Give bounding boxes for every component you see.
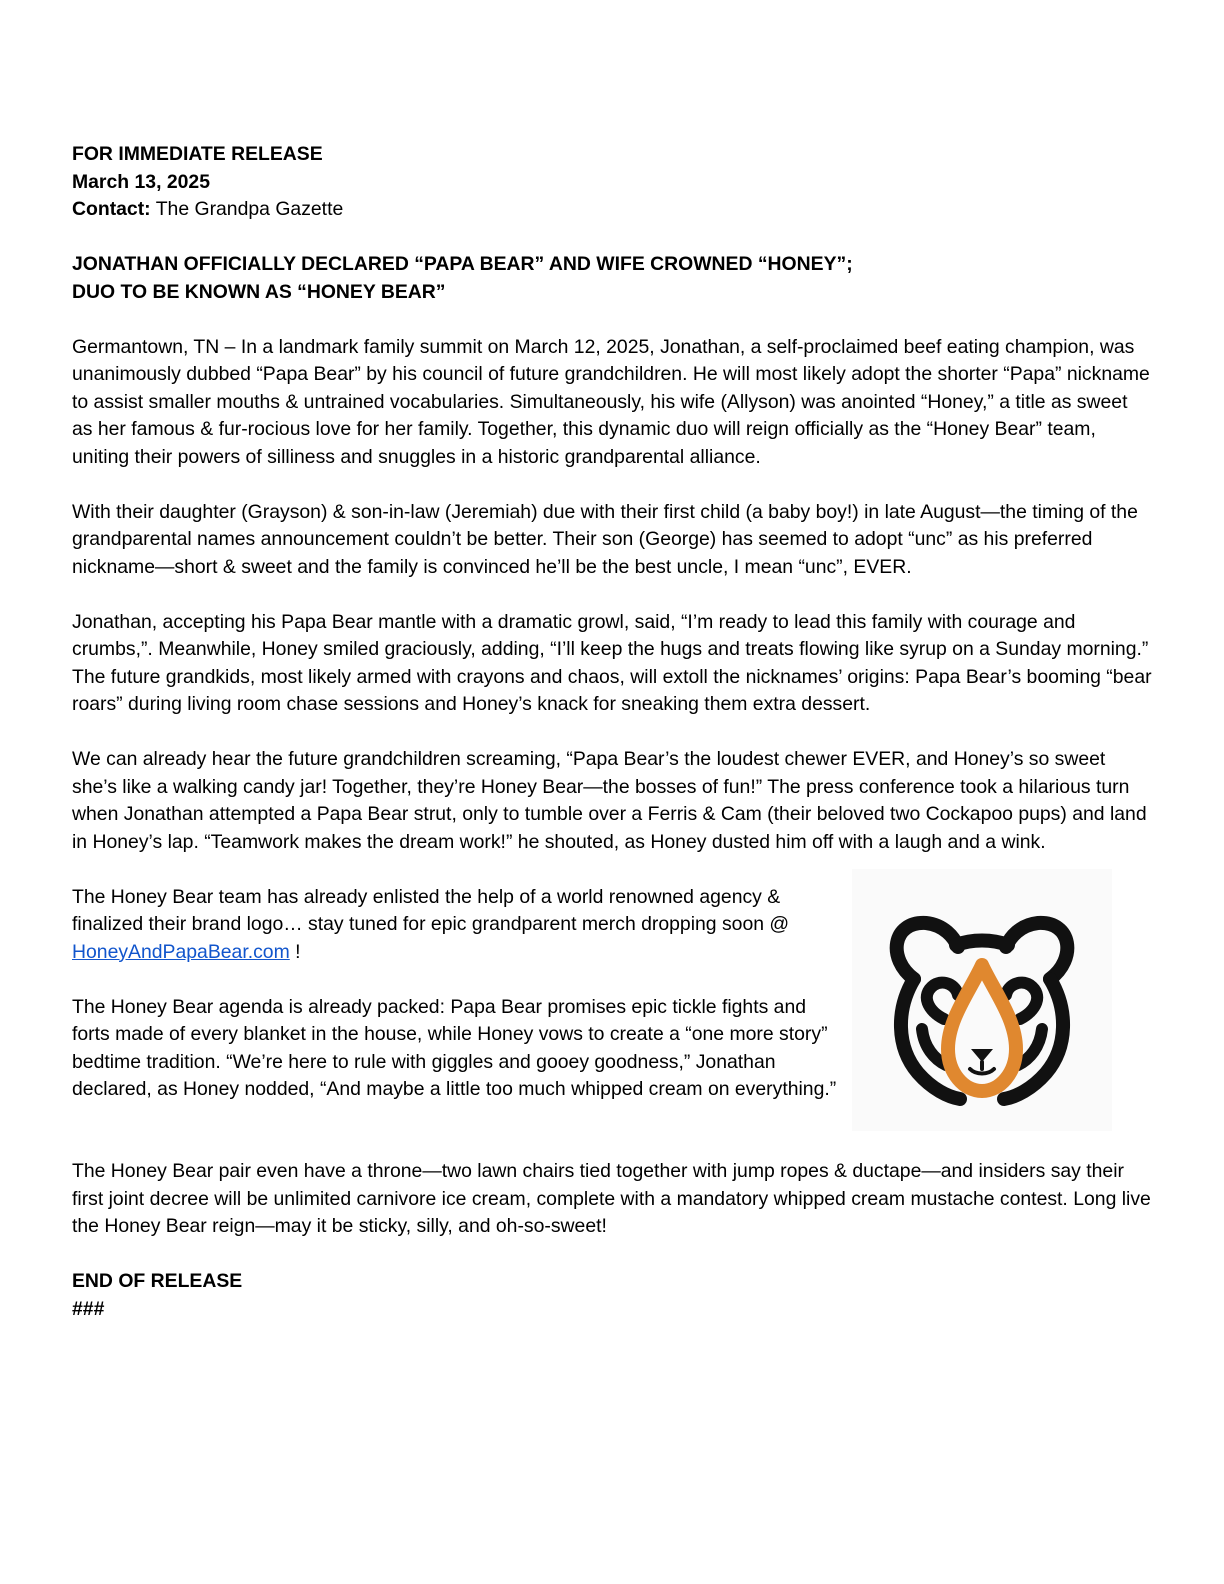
contact-label: Contact: bbox=[72, 198, 151, 220]
honey-bear-logo-icon bbox=[852, 869, 1112, 1131]
paragraph-5 bbox=[72, 884, 842, 967]
press-release bbox=[72, 141, 1152, 1323]
logo-section-text bbox=[72, 884, 842, 1104]
paragraph-5-text: The Honey Bear team has already enlisted the help of a world renowned agency & finalized their brand logo… stay tuned for epic grandparent merch dropping soon @ bbox=[72, 885, 790, 935]
website-link[interactable]: HoneyAndPapaBear.com bbox=[72, 940, 290, 963]
contact-value: The Grandpa Gazette bbox=[155, 198, 344, 220]
paragraph-2: With their daughter (Grayson) & son-in-law (Jeremiah) due with their first child (a baby boy!) in late August—the timing of the grandparental names announcement couldn’t be better. Their son (George) has seemed to adopt “unc” as his preferred nickname—short & sweet and the family is convinced he’ll be the best uncle, I mean “unc”, EVER. bbox=[72, 500, 1138, 578]
headline-line-2: DUO TO BE KNOWN AS “HONEY BEAR” bbox=[72, 280, 446, 303]
end-of-release: END OF RELEASE bbox=[72, 1270, 243, 1292]
release-date: March 13, 2025 bbox=[72, 170, 210, 193]
paragraph-4: We can already hear the future grandchildren screaming, “Papa Bear’s the loudest chewer EVER, and Honey’s so sweet she’s like a walking candy jar! Together, they’re Honey Bear—the bosses of fun!” The press conference took a hilarious turn when Jonathan attempted a Papa Bear strut, only to tumble over a Ferris & Cam (their beloved two Cockapoo pups) and land in Honey’s lap. “Teamwork makes the dream work!” he shouted, as Honey dusted him off with a laugh and a wink. bbox=[72, 748, 1147, 853]
end-hashes: ### bbox=[72, 1297, 105, 1320]
release-label: FOR IMMEDIATE RELEASE bbox=[72, 143, 323, 165]
paragraph-5-end: ! bbox=[289, 940, 301, 963]
paragraph-6: The Honey Bear agenda is already packed: Papa Bear promises epic tickle fights and forts made of every blanket in the house, while Honey vows to create a “one more story” bedtime tradition. “We’re here to rule with giggles and gooey goodness,” Jonathan declared, as Honey nodded, “And maybe a little too much whipped cream on everything.” bbox=[72, 995, 837, 1100]
bear-logo-graphic bbox=[852, 869, 1112, 1131]
logo-section bbox=[72, 884, 1152, 1131]
paragraph-7: The Honey Bear pair even have a throne—two lawn chairs tied together with jump ropes & ductape—and insiders say their first joint decree will be unlimited carnivore ice cream, complete with a mandatory whipped cream mustache contest. Long live the Honey Bear reign—may it be sticky, silly, and oh-so-sweet! bbox=[72, 1160, 1151, 1237]
paragraph-3: Jonathan, accepting his Papa Bear mantle with a dramatic growl, said, “I’m ready to lead this family with courage and crumbs,”. Meanwhile, Honey smiled graciously, adding, “I’ll keep the hugs and treats flowing like syrup on a Sunday morning.” The future grandkids, most likely armed with crayons and chaos, will extoll the nicknames’ origins: Papa Bear’s booming “bear roars” during living room chase sessions and Honey’s knack for sneaking them extra dessert. bbox=[72, 610, 1152, 715]
headline-line-1: JONATHAN OFFICIALLY DECLARED “PAPA BEAR” AND WIFE CROWNED “HONEY”; bbox=[72, 253, 853, 275]
paragraph-1: Germantown, TN – In a landmark family summit on March 12, 2025, Jonathan, a self-proclaimed beef eating champion, was unanimously dubbed “Papa Bear” by his council of future grandchildren. He will most likely adopt the shorter “Papa” nickname to assist smaller mouths & untrained vocabularies. Simultaneously, his wife (Allyson) was anointed “Honey,” a title as sweet as her famous & fur-rocious love for her family. Together, this dynamic duo will reign officially as the “Honey Bear” team, uniting their powers of silliness and snuggles in a historic grandparental alliance. bbox=[72, 335, 1150, 468]
contact-line bbox=[72, 196, 1152, 224]
